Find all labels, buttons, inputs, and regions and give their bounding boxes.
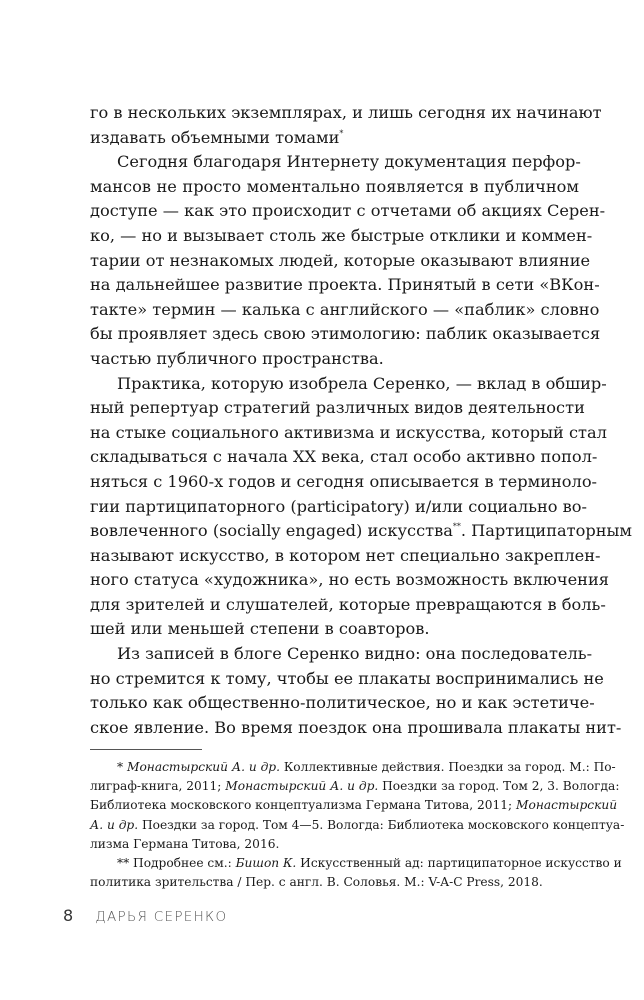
body-line-text: на дальнейшее развитие проекта. Принятый в сети «ВКон-: [90, 275, 600, 295]
footnote-line: [90, 873, 579, 892]
body-line: [90, 568, 609, 593]
page-footer: [63, 906, 227, 925]
body-line: [90, 199, 606, 224]
body-line-text: только как общественно-политическое, но и как эстетиче-: [90, 693, 595, 713]
footnote-text: ** Подробнее см.:: [117, 855, 236, 870]
footnote-italic-text: А. и др.: [90, 817, 139, 832]
body-line-text: издавать объемными томами: [90, 127, 340, 147]
body-line-text: такте» термин — калька с английского — «паблик» словно: [90, 299, 600, 319]
body-line: [90, 617, 579, 642]
footnote-italic-text: Монастырский А. и др.: [126, 760, 280, 774]
footnote-text: лизма Германа Титова, 2016.: [90, 836, 280, 851]
footnote-marker[interactable]: *: [339, 128, 344, 138]
footnote-line: [90, 816, 625, 835]
body-line: [90, 372, 607, 397]
footnote-text: Поездки за город. Том 4—5. Вологда: Библиотека московского концептуа-: [138, 817, 625, 832]
body-line: [90, 593, 606, 618]
footnote-text: *: [117, 760, 127, 774]
body-line-text: Сегодня благодаря Интернету документация перфор-: [117, 152, 581, 172]
body-line: [90, 273, 600, 298]
body-line: [90, 642, 593, 667]
body-line: [90, 519, 632, 544]
footnote-text: Искусственный ад: партиципаторное искусство и: [296, 855, 622, 870]
footnote-divider: [90, 749, 202, 750]
footnote-marker[interactable]: **: [452, 522, 461, 532]
footnote-line: [90, 796, 618, 815]
body-line-text: гии партиципаторного (participatory) и/или социально во-: [90, 496, 587, 516]
body-line-text-after: . Партиципаторным: [460, 521, 632, 541]
page-number: 8: [63, 906, 74, 925]
footnote-text: лиграф-книга, 2011;: [90, 779, 226, 794]
body-text: [90, 101, 632, 740]
body-line-text: шей или меньшей степени в соавторов.: [90, 619, 430, 639]
footnotes: [90, 758, 625, 892]
footnote-italic-text: Монастырский: [516, 798, 618, 813]
footnote-text: Поездки за город. Том 2, 3. Вологда:: [378, 779, 620, 794]
body-line-text: Из записей в блоге Серенко видно: она последователь-: [117, 644, 593, 664]
footnote-line: [90, 835, 579, 854]
body-line: [90, 249, 591, 274]
body-line-text: для зрителей и слушателей, которые превращаются в боль-: [90, 594, 606, 614]
footnote-line: [90, 758, 616, 777]
footnote-line: [90, 777, 620, 796]
footnote-text: политика зрительства / Пер. с англ. В. Соловья. М.: V-A-C Press, 2018.: [90, 875, 543, 890]
footnote-line: [90, 854, 622, 873]
body-line-text: частью публичного пространства.: [90, 348, 384, 368]
body-line-text: го в нескольких экземплярах, и лишь сегодня их начинают: [90, 103, 602, 122]
body-line-text: на стыке социального активизма и искусства, который стал: [90, 422, 607, 442]
body-line: [90, 470, 598, 495]
body-line-text: ного статуса «художника», но есть возможность включения: [90, 570, 609, 590]
body-line: [90, 347, 579, 372]
running-head: ДАРЬЯ СЕРЕНКО: [95, 909, 228, 925]
body-line: [90, 101, 602, 126]
body-line-text: Практика, которую изобрела Серенко, — вклад в обшир-: [117, 373, 607, 393]
body-line: [90, 396, 585, 421]
body-line: [90, 667, 604, 692]
body-line-text: ный репертуар стратегий различных видов деятельности: [90, 398, 585, 418]
body-line: [90, 716, 622, 741]
body-line: [90, 150, 579, 175]
body-line-text: вовлеченного (socially engaged) искусства: [90, 521, 453, 541]
body-line-text: тарии от незнакомых людей, которые оказывают влияние: [90, 250, 591, 270]
body-line-text: доступе — как это происходит с отчетами об акциях Серен-: [90, 201, 606, 221]
body-line: [90, 445, 598, 470]
body-line: [90, 544, 601, 569]
body-line: [90, 175, 579, 200]
body-line-text: мансов не просто моментально появляется в публичном: [90, 176, 579, 196]
body-line-text: называют искусство, в котором нет специально закреплен-: [90, 545, 601, 565]
body-line: [90, 298, 600, 323]
body-line-text: няться с 1960-х годов и сегодня описывается в терминоло-: [90, 471, 598, 491]
footnote-italic-text: Монастырский А. и др.: [225, 779, 379, 794]
body-line: [90, 224, 593, 249]
footnote-text: Коллективные действия. Поездки за город. М.: По-: [279, 760, 616, 774]
body-line-text: ко, — но и вызывает столь же быстрые отклики и коммен-: [90, 225, 593, 245]
body-line: [90, 421, 607, 446]
body-line: [90, 691, 595, 716]
body-line-text: складываться с начала XX века, стал особо активно попол-: [90, 447, 598, 467]
body-line: [90, 495, 587, 520]
footnote-text: Библиотека московского концептуализма Германа Титова, 2011;: [90, 798, 517, 813]
body-line-text: ское явление. Во время поездок она прошивала плакаты нит-: [90, 717, 622, 737]
body-line-text: но стремится к тому, чтобы ее плакаты воспринимались не: [90, 668, 604, 688]
body-line-text: бы проявляет здесь свою этимологию: паблик оказывается: [90, 324, 601, 344]
footnote-italic-text: Бишоп К.: [235, 855, 297, 870]
body-line: [90, 126, 579, 151]
body-line: [90, 322, 601, 347]
